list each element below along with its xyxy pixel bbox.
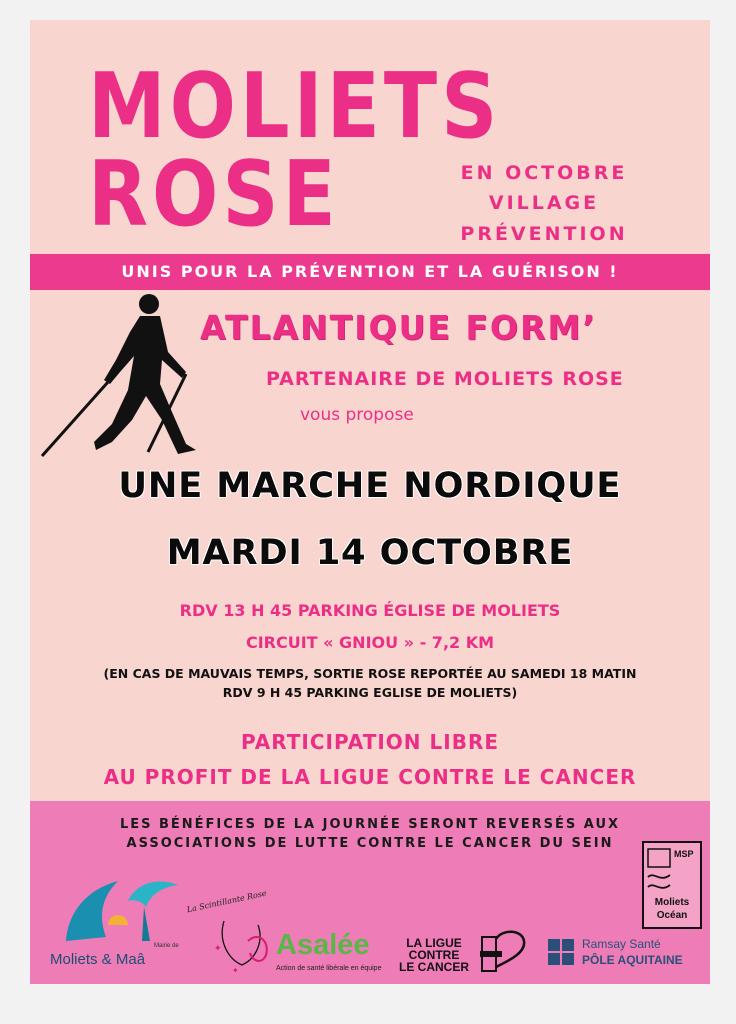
participation-line: PARTICIPATION LIBRE — [240, 730, 500, 754]
slogan-banner: UNIS POUR LA PRÉVENTION ET LA GUÉRISON ! — [30, 254, 710, 290]
title-line-1: MOLIETS — [88, 55, 502, 159]
footer-band — [30, 801, 710, 984]
svg-text:✦: ✦ — [214, 944, 222, 954]
weather-note-line-1: (EN CAS DE MAUVAIS TEMPS, SORTIE ROSE REPORTÉE AU SAMEDI 18 MATIN — [103, 666, 637, 681]
msp-logo-box — [642, 841, 702, 929]
circuit-info: CIRCUIT « GNIOU » - 7,2 KM — [245, 633, 495, 652]
event-date: MARDI 14 OCTOBRE — [166, 533, 574, 573]
footer-line-1: LES BÉNÉFICES DE LA JOURNÉE SERONT REVERSÉS AUX — [119, 817, 621, 832]
ramsay-line-2: PÔLE AQUITAINE — [582, 953, 683, 967]
poster — [30, 20, 710, 984]
weather-note-line-2: RDV 9 H 45 PARKING EGLISE DE MOLIETS) — [222, 685, 518, 700]
ligue-line-2: CONTRE — [408, 948, 460, 962]
scintillante-rose-logo: La Scintillante Rose — [185, 888, 268, 915]
nordic-walker-icon — [36, 292, 206, 462]
proposes-line: vous propose — [300, 405, 414, 425]
organizer-name: ATLANTIQUE FORM’ — [200, 308, 597, 347]
asalee-subtitle: Action de santé libérale en équipe — [276, 965, 382, 972]
asalee-logo: Asalée — [276, 929, 370, 961]
ramsay-line-1: Ramsay Santé — [582, 937, 661, 951]
beneficiary-line: AU PROFIT DE LA LIGUE CONTRE LE CANCER — [103, 765, 637, 789]
footer-line-2: ASSOCIATIONS DE LUTTE CONTRE LE CANCER DU SEIN — [126, 836, 614, 851]
subtitle-en-octobre: EN OCTOBRE — [460, 162, 628, 184]
meeting-point: RDV 13 H 45 PARKING ÉGLISE DE MOLIETS — [179, 601, 561, 620]
scintillante-ribbon-icon — [206, 911, 276, 975]
ramsay-logo-icon — [548, 939, 574, 965]
msp-moliets: Moliets — [654, 897, 690, 908]
partner-line: PARTENAIRE DE MOLIETS ROSE — [266, 368, 624, 390]
msp-wave-icon — [646, 847, 672, 895]
moliets-maa-wave-icon — [58, 871, 188, 943]
msp-label: MSP — [674, 849, 694, 859]
moliets-maa-small: Mairie de — [154, 943, 179, 949]
svg-text:✦: ✦ — [232, 966, 239, 975]
ligue-line-1: LA LIGUE — [406, 936, 462, 950]
moliets-maa-logo: Moliets & Maâ — [50, 951, 146, 968]
title-line-2: ROSE — [88, 143, 340, 247]
msp-ocean: Océan — [656, 910, 688, 921]
ligue-logo-icon — [478, 927, 530, 973]
ligue-line-3: LE CANCER — [398, 960, 469, 974]
event-name: UNE MARCHE NORDIQUE — [118, 466, 622, 506]
subtitle-prevention: PRÉVENTION — [460, 223, 628, 245]
subtitle-village: VILLAGE — [488, 192, 600, 214]
